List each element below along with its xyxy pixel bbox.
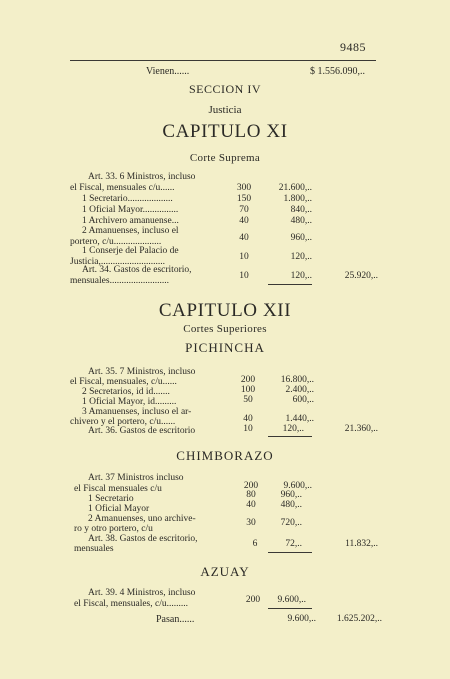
amount-unit: 70 — [239, 205, 249, 215]
line-item: 1 Secretario................... — [82, 194, 173, 204]
amount-subtotal: 1.800,.. — [283, 194, 312, 204]
province-heading: CHIMBORAZO — [176, 448, 274, 463]
amount-unit: 200 — [245, 595, 261, 605]
amount-total: 21.360,.. — [344, 424, 378, 434]
line-item: 1 Secretario — [88, 494, 134, 504]
amount-subtotal: 960,.. — [280, 490, 302, 500]
amount-unit: 10 — [239, 271, 249, 281]
line-item: 2 Secretarios, id id....... — [82, 387, 170, 397]
line-item: 1 Archivero amanuense... — [82, 216, 179, 226]
amount-unit: 80 — [246, 490, 256, 500]
line-item: el Fiscal, mensuales, c/u......... — [74, 599, 188, 609]
line-item: 3 Amanuenses, incluso el ar- — [82, 407, 192, 417]
sum-rule — [268, 608, 312, 609]
line-item: Art. 38. Gastos de escritorio, — [88, 534, 198, 544]
line-item: 1 Oficial Mayor, id......... — [82, 397, 177, 407]
amount-subtotal: 720,.. — [280, 518, 302, 528]
line-item: Art. 35. 7 Ministros, incluso — [88, 367, 196, 377]
amount-subtotal: 9.600,.. — [283, 481, 312, 491]
amount-unit: 100 — [240, 385, 256, 395]
cap12-subtitle: Cortes Superiores — [183, 323, 267, 335]
amount-subtotal: 840,.. — [290, 205, 312, 215]
amount-unit: 150 — [236, 194, 252, 204]
amount-subtotal: 120,.. — [290, 252, 312, 262]
pasan-label: Pasan...... — [156, 614, 195, 625]
amount-unit: 40 — [246, 500, 256, 510]
line-item: Art. 39. 4 Ministros, incluso — [88, 588, 196, 598]
line-item: el Fiscal mensuales c/u — [74, 484, 162, 494]
amount-subtotal: 600,.. — [292, 395, 314, 405]
line-item: 1 Oficial Mayor — [88, 504, 150, 514]
amount-unit: 200 — [240, 375, 256, 385]
cap11-subtitle: Corte Suprema — [189, 152, 261, 164]
line-item: Art. 33. 6 Ministros, incluso — [88, 172, 196, 182]
cap12-title: CAPITULO XII — [158, 300, 292, 321]
amount-total: 25.920,.. — [344, 271, 378, 281]
vienen-label: Vienen...... — [146, 66, 190, 77]
amount-unit: 6 — [252, 539, 258, 549]
line-item: 1 Oficial Mayor............... — [82, 205, 179, 215]
amount-subtotal: 480,.. — [290, 216, 312, 226]
amount-unit: 10 — [243, 424, 253, 434]
amount-subtotal: 21.600,.. — [278, 183, 312, 193]
line-item: el Fiscal, mensuales c/u...... — [70, 183, 175, 193]
line-item: chivero y el portero, c/u...... — [70, 417, 176, 427]
amount-unit: 10 — [239, 252, 249, 262]
amount-unit: 300 — [236, 183, 252, 193]
line-item: mensuales......................... — [70, 276, 169, 286]
province-heading: PICHINCHA — [185, 340, 265, 355]
pasan-total: 1.625.202,.. — [336, 614, 382, 624]
amount-subtotal: 72,.. — [285, 539, 302, 549]
amount-unit: 40 — [239, 233, 249, 243]
line-item: 2 Amanuenses, uno archive- — [88, 514, 196, 524]
line-item: 2 Amanuenses, incluso el — [82, 226, 179, 236]
amount-unit: 200 — [243, 481, 259, 491]
amount-subtotal: 960,.. — [290, 233, 312, 243]
amount-subtotal: 2.400,.. — [285, 385, 314, 395]
line-item: Art. 37 Ministros incluso — [88, 473, 184, 483]
vienen-total: $ 1.556.090,.. — [310, 66, 365, 77]
sum-rule — [268, 552, 312, 553]
amount-unit: 40 — [243, 414, 253, 424]
line-item: Art. 34. Gastos de escritorio, — [82, 265, 192, 275]
line-item: mensuales — [74, 544, 114, 554]
sum-rule — [268, 284, 312, 285]
amount-subtotal: 120,.. — [290, 271, 312, 281]
seccion-heading: SECCION IV — [188, 82, 261, 96]
line-item: el Fiscal, mensuales, c/u...... — [70, 377, 177, 387]
amount-unit: 50 — [243, 395, 253, 405]
pasan-subtotal: 9.600,.. — [287, 614, 316, 624]
line-item: portero, c/u.................... — [70, 237, 162, 247]
amount-subtotal: 16.800,.. — [280, 375, 314, 385]
amount-unit: 30 — [246, 518, 256, 528]
sum-rule — [268, 436, 312, 437]
amount-subtotal: 1.440,.. — [285, 414, 314, 424]
province-heading: AZUAY — [200, 564, 250, 579]
cap11-title: CAPITULO XI — [162, 121, 288, 142]
page-number: 9485 — [340, 40, 366, 54]
amount-subtotal: 9.600,.. — [277, 595, 306, 605]
line-item: ro y otro portero, c/u — [74, 524, 153, 534]
justicia-heading: Justicia — [208, 104, 242, 116]
line-item: 1 Conserje del Palacio de — [82, 246, 179, 256]
line-item: Justicia,........................... — [70, 257, 165, 267]
amount-total: 11.832,.. — [345, 539, 378, 549]
line-item: Art. 36. Gastos de escritorio — [88, 426, 196, 436]
amount-subtotal: 120,.. — [282, 424, 304, 434]
amount-unit: 40 — [239, 216, 249, 226]
header-rule — [70, 60, 376, 61]
amount-subtotal: 480,.. — [280, 500, 302, 510]
